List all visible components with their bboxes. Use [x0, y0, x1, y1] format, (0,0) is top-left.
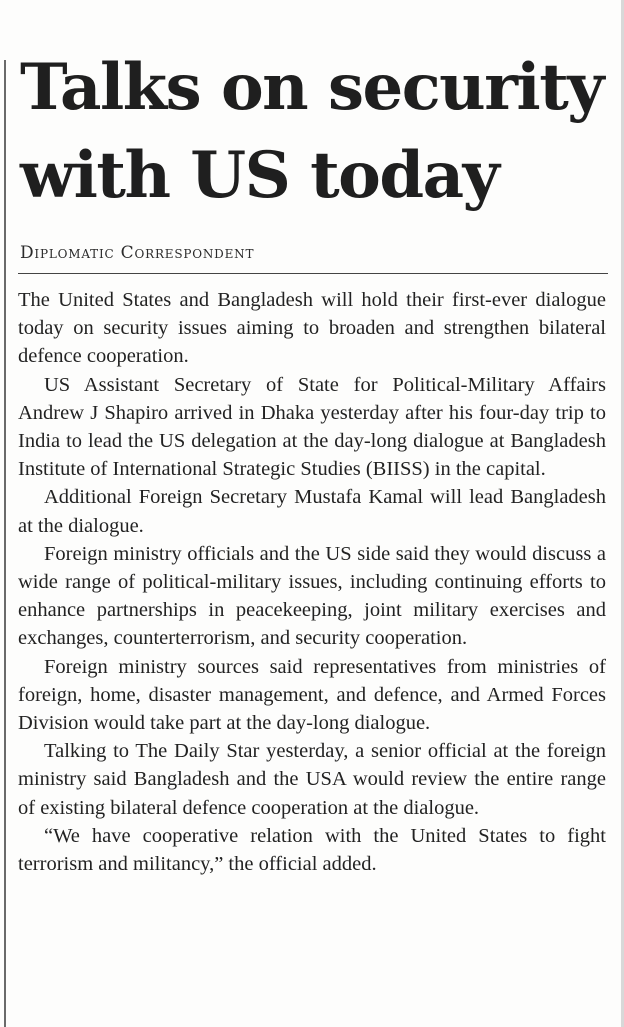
byline: Diplomatic Correspondent: [20, 243, 255, 263]
byline-divider: [18, 273, 608, 274]
paragraph: The United States and Bangladesh will hold their first-ever dialogue today on security issues aiming to broaden and strengthen bilateral defence cooperation.: [18, 289, 606, 368]
article-body: [18, 286, 606, 878]
paragraph: Additional Foreign Secretary Mustafa Kamal will lead Bangladesh at the dialogue.: [18, 486, 606, 537]
paragraph: Foreign ministry sources said representatives from ministries of foreign, home, disaster management, and defence, and Armed Forces Division would take part at the day-long dialogue.: [18, 655, 606, 735]
headline-line-2: with US today: [20, 138, 499, 213]
headline-line-1: Talks on security: [20, 50, 603, 125]
paragraph: “We have cooperative relation with the United States to fight terrorism and militancy,” the official added.: [18, 824, 606, 876]
paragraph: US Assistant Secretary of State for Political-Military Affairs Andrew J Shapiro arrived in Dhaka yesterday after his four-day trip to India to lead the US delegation at the day-long dialogue at Bangladesh Institute of International Strategic Studies (BIISS) in the capital.: [18, 373, 606, 481]
column-rule-left: [4, 60, 6, 1027]
headline: [20, 44, 620, 220]
paragraph: Foreign ministry officials and the US side said they would discuss a wide range of political-military issues, including continuing efforts to enhance partnerships in peacekeeping, joint military exercises and exchanges, counterterrorism, and security cooperation.: [18, 542, 606, 650]
paragraph: Talking to The Daily Star yesterday, a senior official at the foreign ministry said Bangladesh and the USA would review the entire range of existing bilateral defence cooperation at the dialogue.: [18, 740, 606, 819]
